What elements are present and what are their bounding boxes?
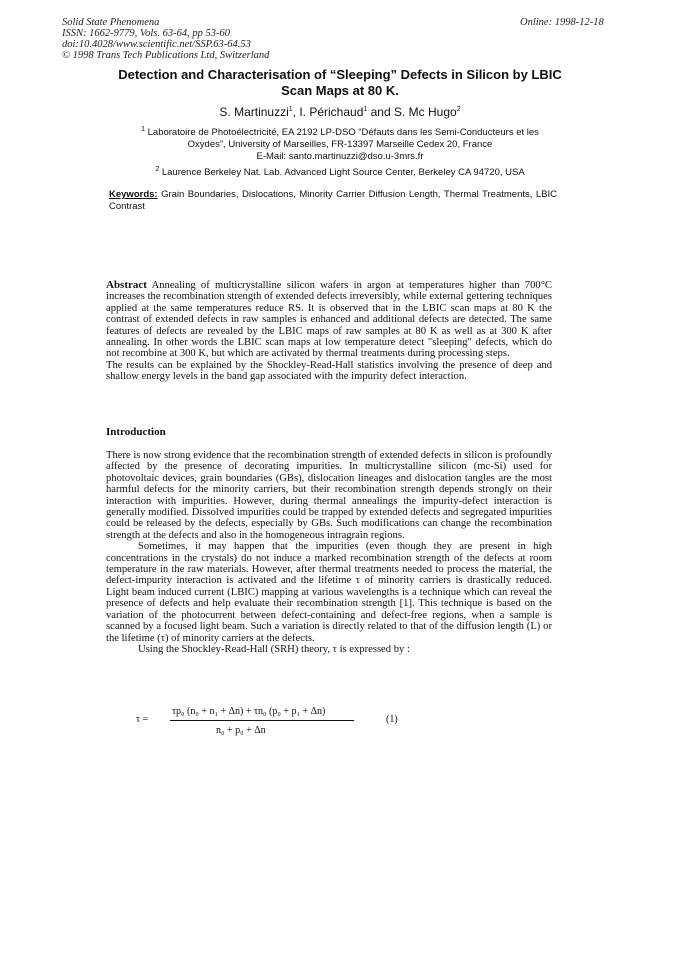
- affiliation-1-mark: 1: [141, 125, 145, 133]
- keywords: [109, 189, 557, 212]
- intro-paragraph-2: Sometimes, it may happen that the impurities (even though they are present in high concentrations in the crystals) do not induce a marked recombination strength of the defects at room temperature in the raw materials. However, after thermal treatments needed to process the material, the defect-impurity interaction is activated and the lifetime τ of minority carriers is drastically reduced. Light beam induced current (LBIC) mapping at various wavelengths is a technique which can reveal the presence of defects and help evaluate their recombination strength [1]. This technique is based on the variation of the photocurrent between defect-containing and defect-free regions, when a sample is scanned by a focused light beam. Such a variation is directly related to that of the diffusion length (L) or the lifetime (τ) of minority carriers at the defects.: [106, 541, 552, 644]
- paper-title: [60, 67, 620, 99]
- author-2-affil: 1: [363, 106, 368, 113]
- affiliation-2: [100, 167, 580, 179]
- author-1-affil: 1: [288, 106, 293, 113]
- abstract-text: Annealing of multicrystalline silicon wafers in argon at temperatures higher than 700°C increases the recombination strength of extended defects irreversibly, while external gettering techniques applied at the same temperatures reduce RS. It is observed that in the LBIC scan maps at 80 K the contrast of extended defects in raw samples is enhanced and additional defects are detected. The same features of defects are revealed by the LBIC maps of raw samples at 80 K as well as at 300 K after annealing. In other words the LBIC scan maps at low temperature detect "sleeping" defects, which do not recombine at 300 K, but which are activated by thermal treatments during processing steps.: [106, 280, 552, 360]
- abstract-text-2: The results can be explained by the Shockley-Read-Hall statistics involving the presence of deep and shallow energy levels in the band gap associated with the impurity defect interaction.: [106, 359, 552, 383]
- author-3: and S. Mc Hugo: [367, 105, 457, 119]
- intro-paragraph-3: Using the Shockley-Read-Hall (SRH) theory, τ is expressed by :: [138, 643, 410, 655]
- affiliation-1: [100, 127, 580, 163]
- online-date: Online: 1998-12-18: [520, 17, 604, 28]
- affiliation-2-text: Laurence Berkeley Nat. Lab. Advanced Light Source Center, Berkeley CA 94720, USA: [159, 167, 525, 178]
- author-1: S. Martinuzzi: [219, 105, 289, 119]
- intro-paragraph-1: There is now strong evidence that the recombination strength of extended defects in silicon is profoundly affected by the presence of decorating impurities. In multicrystalline silicon (mc-Si) used for photovoltaic devices, grain boundaries (GBs), dislocation lineages and dislocation tangles are the most harmful defects for the minority carriers, but their recombination strength depends strongly on their interaction with impurities. However, during thermal annealings the impurity-defect interaction is generally modified. Dissolved impurities could be trapped by extended defects and segregated impurities could be released by the defects, especially by GBs. Such modifications can change the recombination strength at the defects and also in the homogeneous intragrain regions.: [106, 450, 552, 541]
- author-email: E-Mail: santo.martinuzzi@dso.u-3mrs.fr: [256, 151, 424, 162]
- equation-denominator: n₀ + p₀ + Δn: [216, 725, 266, 736]
- equation-number: (1): [386, 714, 398, 725]
- author-3-affil: 2: [456, 106, 461, 113]
- author-2: , I. Périchaud: [292, 105, 364, 119]
- issn-line: ISSN: 1662-9779, Vols. 63-64, pp 53-60: [62, 28, 230, 39]
- affiliation-2-mark: 2: [155, 165, 160, 173]
- introduction-body: [106, 450, 552, 655]
- journal-name: Solid State Phenomena: [62, 17, 160, 28]
- affiliation-1-line-2: Oxydes”, University of Marseilles, FR-13397 Marseille Cedex 20, France: [187, 139, 493, 150]
- fraction-bar: [170, 720, 354, 721]
- equation-1: [136, 706, 556, 742]
- keywords-label: Keywords:: [109, 189, 158, 200]
- abstract-label: Abstract: [106, 279, 147, 291]
- equation-numerator: τp₀ (n₀ + n₁ + Δn) + τn₀ (p₀ + p₁ + Δn): [172, 706, 326, 717]
- affiliation-1-line-1: Laboratoire de Photoélectricité, EA 2192 LP-DSO “Défauts dans les Semi-Conducteurs et les: [144, 127, 539, 138]
- doi-line: doi:10.4028/www.scientific.net/SSP.63-64.53: [62, 39, 251, 50]
- abstract: [106, 280, 552, 383]
- journal-header: [62, 17, 269, 61]
- copyright-line: © 1998 Trans Tech Publications Ltd, Switzerland: [62, 50, 270, 61]
- section-heading-introduction: Introduction: [106, 426, 166, 438]
- author-list: [60, 105, 620, 119]
- equation-lhs: τ =: [136, 714, 149, 725]
- title-line-1: Detection and Characterisation of “Sleeping” Defects in Silicon by LBIC: [118, 67, 562, 82]
- title-line-2: Scan Maps at 80 K.: [281, 83, 399, 98]
- keywords-text: Grain Boundaries, Dislocations, Minority Carrier Diffusion Length, Thermal Treatments, LBIC Contrast: [109, 189, 557, 212]
